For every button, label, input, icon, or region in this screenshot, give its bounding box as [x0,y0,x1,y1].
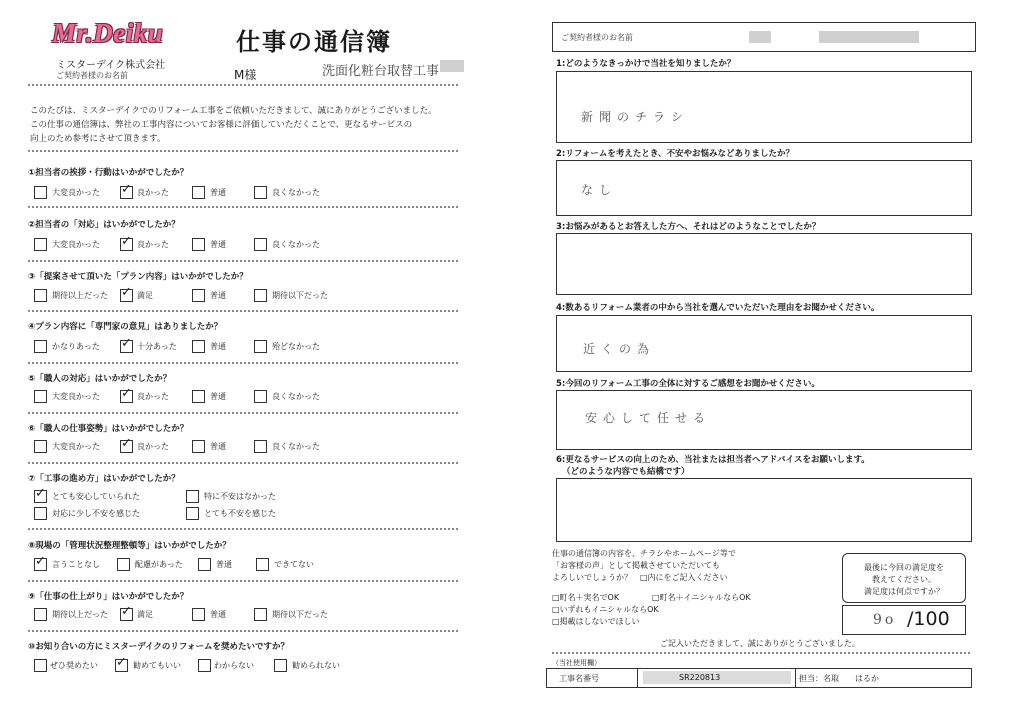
divider [552,652,970,654]
check-mark-icon: ✓ [121,285,132,300]
satisfaction-score-box[interactable] [842,605,966,635]
question-4-title: ④プラン内容に「専門家の意見」はありましたか？ [28,322,223,332]
question-6-title: ⑥「職人の仕事姿勢」はいかがでしたか？ [28,424,189,434]
satisfaction-line: 満足度は何点ですか？ [864,587,944,596]
q3-option-2-label: 満足 [137,291,153,300]
check-mark-icon: ✓ [121,436,132,451]
q10-option-2-label: 勧めてもいい [133,661,181,670]
answer-5-box[interactable] [556,390,972,450]
right-question-6-subtitle: （どのような内容でも結構です） [562,467,690,477]
cell-divider [795,669,796,687]
q2-option-1-label: 大変良かった [52,240,100,249]
answer-4-box[interactable] [556,315,972,372]
satisfaction-line: 教えてください。 [872,575,936,584]
question-5-title: ⑤「職人の対応」はいかがでしたか？ [28,374,172,384]
q5-option-2-label: 良かった [137,392,169,401]
satisfaction-prompt [843,562,965,598]
q6-option-3-label: 普通 [210,442,226,451]
check-mark-icon: ✓ [121,336,132,351]
satisfaction-prompt-box [842,553,966,603]
check-mark-icon: ✓ [121,604,132,619]
q1-option-4-checkbox[interactable] [254,186,267,199]
q9-option-2-label: 満足 [137,610,153,619]
q6-option-2-label: 良かった [137,442,169,451]
customer-name-box [552,22,976,52]
q8-option-3-label: 普通 [216,560,232,569]
q9-option-4-label: 期待以下だった [272,610,328,619]
divider [28,206,458,208]
right-question-2-title: 2:リフォームを考えたとき、不安やお悩みなどありましたか？ [556,149,795,159]
q3-option-4-label: 期待以下だった [272,291,328,300]
q4-option-4-checkbox[interactable] [254,340,267,353]
q10-option-1-checkbox[interactable] [34,659,47,672]
company-name: ミスターデイク株式会社 [56,60,166,71]
q10-option-4-label: 勧められない [292,661,340,670]
q6-option-4-label: 良くなかった [272,442,320,451]
intro-text [30,104,450,146]
question-8-title: ⑧現場の「管理状況整理整頓等」はいかがでしたか？ [28,541,231,551]
consent-line: 仕事の通信簿の内容を、チラシやホームページ等で [552,549,736,558]
q2-option-1-checkbox[interactable] [34,238,47,251]
q8-option-1-label: 言うことなし [52,560,100,569]
q7-option-3-checkbox[interactable] [34,507,47,520]
q8-option-3-checkbox[interactable] [198,558,211,571]
q7-option-4-checkbox[interactable] [186,507,199,520]
project-name: 洗面化粧台取替工事 [322,64,440,79]
office-use-label: （当社使用欄） [552,659,601,667]
answer-2-text: なし [581,183,618,197]
divider [28,580,458,582]
q8-option-4-label: できてない [274,560,314,569]
q5-option-1-label: 大変良かった [52,392,100,401]
consent-option-4[interactable]: □掲載はしないでほしい [552,617,640,626]
check-mark-icon: ✓ [35,486,46,501]
q3-option-3-label: 普通 [210,291,226,300]
redaction-block [819,31,919,43]
question-7-title: ⑦「工事の進め方」はいかがでしたか？ [28,474,180,484]
check-mark-icon: ✓ [121,234,132,249]
intro-line: このたびは、ミスターデイクでのリフォーム工事をご依頼いただきまして、誠にありがとうございました。 [30,106,437,116]
q1-option-3-label: 普通 [210,188,226,197]
q7-option-1-label: とても安心していられた [52,492,140,501]
q3-option-4-checkbox[interactable] [254,289,267,302]
q4-option-3-checkbox[interactable] [192,340,205,353]
divider [28,362,458,364]
q10-option-1-label: ぜひ奨めたい [50,661,98,670]
header-divider [28,84,458,86]
q4-option-3-label: 普通 [210,342,226,351]
satisfaction-max: /100 [907,608,950,630]
answer-4-text: 近くの為 [583,342,656,356]
q7-option-3-label: 対応に少し不安を感じた [52,509,140,518]
right-question-1-title: 1:どのようなきっかけで当社を知りましたか？ [556,59,736,69]
q10-option-3-label: わからない [214,661,254,670]
q10-option-4-checkbox[interactable] [274,659,287,672]
q5-option-1-checkbox[interactable] [34,390,47,403]
divider [28,260,458,262]
check-mark-icon: ✓ [121,386,132,401]
q7-option-2-checkbox[interactable] [186,490,199,503]
check-mark-icon: ✓ [116,655,127,670]
divider [28,630,458,632]
q1-option-4-label: 良くなかった [272,188,320,197]
q7-option-4-label: とても不安を感じた [204,509,276,518]
check-mark-icon: ✓ [35,554,46,569]
q4-option-1-checkbox[interactable] [34,340,47,353]
q6-option-1-label: 大変良かった [52,442,100,451]
customer-name-label: ご契約者様のお名前 [56,71,128,80]
q7-option-2-label: 特に不安はなかった [204,492,276,501]
consent-line: 「お客様の声」として掲載させていただいても [552,561,720,570]
intro-line: この仕事の通信簿は、弊社の工事内容についてお客様に評価していただくことで、更なるサービスの [30,120,413,130]
q3-option-3-checkbox[interactable] [192,289,205,302]
staff-label: 担当：名取 [799,674,839,683]
q2-option-4-label: 良くなかった [272,240,320,249]
right-question-4-title: 4:数あるリフォーム業者の中から当社を選んでいただいた理由をお聞かせください。 [556,303,880,313]
customer-honorific: M様 [234,68,257,82]
job-info-table [546,668,972,688]
divider [28,412,458,414]
q6-option-1-checkbox[interactable] [34,440,47,453]
q2-option-2-label: 良かった [137,240,169,249]
q5-option-4-label: 良くなかった [272,392,320,401]
divider [28,310,458,312]
question-1-title: ①担当者の挨拶・行動はいかがでしたか？ [28,168,189,178]
question-3-title: ③「提案させて頂いた「プラン内容」はいかがでしたか？ [28,272,248,282]
q9-option-1-label: 期待以上だった [52,610,108,619]
q6-option-3-checkbox[interactable] [192,440,205,453]
q9-option-3-checkbox[interactable] [192,608,205,621]
question-2-title: ②担当者の「対応」はいかがでしたか？ [28,220,180,230]
thanks-text: ご記入いただきまして、誠にありがとうございました。 [660,639,860,648]
q5-option-4-checkbox[interactable] [254,390,267,403]
job-number-label: 工事名番号 [559,674,599,683]
right-question-5-title: 5:今回のリフォーム工事の全体に対するご感想をお聞かせください。 [556,379,820,389]
q5-option-3-checkbox[interactable] [192,390,205,403]
q9-option-4-checkbox[interactable] [254,608,267,621]
cell-divider [637,669,638,687]
answer-3-box[interactable] [556,233,972,295]
answer-6-box[interactable] [556,478,972,542]
q9-option-3-label: 普通 [210,610,226,619]
answer-2-box[interactable] [556,160,972,216]
q1-option-3-checkbox[interactable] [192,186,205,199]
consent-line: よろしいでしょうか？ □内にをご記入ください [552,573,728,582]
question-9-title: ⑨「仕事の仕上がり」はいかがでしたか？ [28,592,189,602]
divider [28,528,458,530]
q6-option-4-checkbox[interactable] [254,440,267,453]
satisfaction-score: 9o [873,612,897,628]
answer-1-box[interactable] [556,71,972,143]
q2-option-3-checkbox[interactable] [192,238,205,251]
q8-option-2-label: 配慮があった [135,560,183,569]
right-question-6-title: 6:更なるサービスの向上のため、当社または担当者へアドバイスをお願いします。 [556,455,870,465]
q1-option-1-checkbox[interactable] [34,186,47,199]
company-logo: Mr.Deiku [52,18,164,48]
answer-5-text: 安心して任せる [585,411,712,425]
customer-name-label: ご契約者様のお名前 [561,33,633,42]
q8-option-2-checkbox[interactable] [117,558,130,571]
consent-text [552,548,736,584]
consent-option-1[interactable]: □町名＋実名でOK [552,593,620,602]
q10-option-3-checkbox[interactable] [198,659,211,672]
q8-option-4-checkbox[interactable] [256,558,269,571]
check-mark-icon: ✓ [121,182,132,197]
right-question-3-title: 3:お悩みがあるとお答えした方へ、それはどのようなことでしたか？ [556,222,821,232]
divider [28,462,458,464]
q9-option-1-checkbox[interactable] [34,608,47,621]
divider [28,150,458,152]
q3-option-1-label: 期待以上だった [52,291,108,300]
q2-option-3-label: 普通 [210,240,226,249]
q2-option-4-checkbox[interactable] [254,238,267,251]
redaction-block [749,31,771,43]
q4-option-2-label: 十分あった [137,342,177,351]
q1-option-1-label: 大変良かった [52,188,100,197]
q4-option-1-label: かなりあった [52,342,100,351]
job-number-value: SR220813 [679,673,721,682]
question-10-title: ⑩お知り合いの方にミスターデイクのリフォームを奨めたいですか？ [28,642,290,652]
q5-option-3-label: 普通 [210,392,226,401]
intro-line: 向上のため参考にさせて頂きます。 [30,134,166,144]
q3-option-1-checkbox[interactable] [34,289,47,302]
consent-option-2[interactable]: □町名＋イニシャルならOK [652,593,751,602]
staff-name: はるか [855,674,879,683]
consent-option-3[interactable]: □いずれもイニシャルならOK [552,605,659,614]
satisfaction-line: 最後に今回の満足度を [864,563,944,572]
q1-option-2-label: 良かった [137,188,169,197]
redaction-block [440,60,464,72]
q4-option-4-label: 殆どなかった [272,342,320,351]
document-title: 仕事の通信簿 [236,28,392,56]
answer-1-text: 新聞のチラシ [581,110,690,124]
